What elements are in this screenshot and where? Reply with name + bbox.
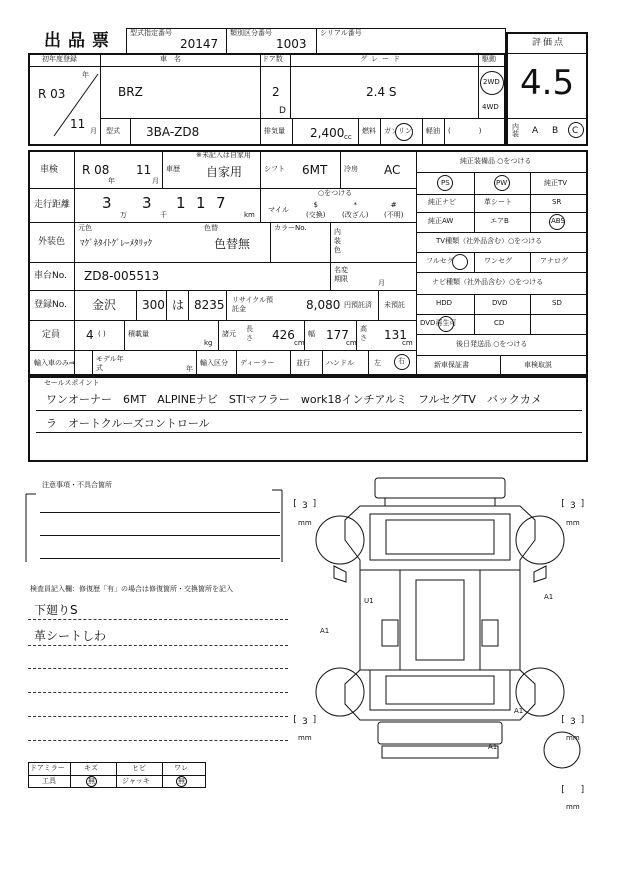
reg-number: 8235: [194, 298, 225, 312]
tire-rr-bracket: [: [560, 715, 566, 725]
mileage-digit-4: 1: [196, 194, 206, 212]
displacement: 2,400: [310, 126, 345, 140]
import-div-label: 輸入区分: [200, 359, 228, 367]
nav-dvd-play: DVD再生可: [420, 319, 457, 327]
tire-fr-value: 3: [570, 501, 576, 511]
notes-bracket: [24, 481, 286, 564]
first-reg-label: 初年度登録: [42, 55, 77, 63]
shaken-date: R 08: [82, 163, 110, 177]
reg-class: 300: [142, 298, 165, 312]
mileage-digit-1: 3: [102, 194, 112, 212]
drive-4wd: 4WD: [482, 103, 499, 111]
width: 177: [326, 328, 349, 342]
shaken-month: 11: [136, 163, 152, 177]
sales-point-label: セールスポイント: [44, 379, 100, 387]
damage-mark-left: A1: [320, 627, 330, 635]
nav-sd: SD: [552, 299, 562, 307]
grade: 2.4 S: [366, 85, 397, 99]
length: 426: [272, 328, 295, 342]
drive-2wd: 2WD: [483, 78, 500, 86]
genuine-label: 純正装備品 ○をつける: [460, 157, 532, 165]
class-label: 類別区分番号: [230, 29, 272, 37]
inspector-note-1: 下廻りS: [34, 603, 78, 617]
equip-ps: PS: [441, 179, 450, 187]
displacement-label: 排気量: [264, 127, 285, 135]
notes-label: 注意事項・不具合箇所: [42, 481, 112, 489]
class-number: 1003: [276, 37, 307, 51]
nav-hdd: HDD: [436, 299, 453, 307]
interior-grade-b: B: [552, 126, 559, 136]
tv-fullseg: フルセグ: [426, 257, 454, 265]
sales-point-line-1: ワンオーナー 6MT ALPINEナビ STIマフラー work18インチアルミ フルセグTV バックカメ: [46, 393, 542, 406]
damage-mark-rear-right: A1: [514, 707, 524, 715]
model-year-label: モデル年式: [96, 355, 124, 372]
reg-kana: は: [172, 298, 185, 312]
handle-right: 右: [398, 357, 405, 365]
damage-mark-rear-bumper: A1: [488, 743, 498, 751]
recycle-label: リサイクル預託金: [232, 296, 274, 313]
equip-aw: 純正AW: [428, 217, 454, 225]
tv-analog: アナログ: [540, 257, 568, 265]
exterior-color: ﾏｸﾞﾈﾀｲﾄｸﾞﾚｰﾒﾀﾘｯｸ: [80, 239, 153, 249]
tire-rl-value: 3: [302, 717, 308, 727]
import-label: 輸入車のみ⇒: [34, 359, 75, 367]
first-reg-month: 11: [70, 117, 86, 131]
equip-leather: 革シート: [484, 198, 512, 206]
first-reg-era: R 03: [38, 87, 66, 101]
car-name: BRZ: [118, 85, 143, 99]
mileage-digit-2: 3: [142, 194, 152, 212]
interior-grade-label: 内装: [512, 123, 519, 138]
shaken-label: 車検: [40, 165, 59, 175]
evaluation-score: 4.5: [520, 63, 575, 103]
capacity-label: 定員: [42, 330, 61, 340]
tire-rr-value: 3: [570, 717, 576, 727]
fuel-diesel: 軽油: [426, 127, 440, 135]
equip-navi: 純正ナビ: [428, 198, 456, 206]
later-label: 後日発送品 ○をつける: [456, 340, 528, 348]
handle-label: ハンドル: [326, 359, 354, 367]
mileage-digit-5: 7: [216, 194, 226, 212]
drive-label: 駆動: [482, 55, 496, 63]
damage-mark-roof: U1: [364, 597, 374, 605]
fuel-label: 燃料: [362, 127, 376, 135]
equip-abs: ABS: [551, 217, 565, 225]
fuel-gasoline: ガソリン: [384, 127, 412, 135]
score-label: 評価点: [532, 38, 566, 48]
shift: 6MT: [302, 163, 328, 177]
form-title: 出品票: [44, 31, 116, 51]
nav-cd: CD: [494, 319, 505, 327]
ac: AC: [384, 163, 401, 177]
tv-oneseg: ワンセグ: [484, 257, 512, 265]
later-manual: 車検取説: [524, 361, 552, 369]
car-name-label: 車 名: [160, 55, 181, 63]
tv-fullseg-circle: [452, 254, 468, 270]
nav-label: ナビ種類（社外品含む）○をつける: [432, 278, 544, 286]
tire-fr-bracket: [: [560, 499, 566, 509]
height: 131: [384, 328, 407, 342]
doors-label: ドア数: [262, 55, 283, 63]
mileage-digit-3: 1: [176, 194, 186, 212]
color-change: 色替無: [214, 237, 251, 251]
parallel-option: 並行: [296, 359, 310, 367]
load-label: 積載量: [128, 330, 149, 338]
later-warranty: 新車保証書: [434, 361, 469, 369]
designation-label: 型式指定番号: [130, 29, 172, 37]
tire-fl-bracket: [: [292, 499, 298, 509]
interior-grade-a: A: [532, 126, 539, 136]
recycle-amount: 8,080: [306, 298, 341, 312]
tire-fl-value: 3: [302, 501, 308, 511]
model-code: 3BA-ZD8: [146, 125, 200, 139]
nav-dvd: DVD: [492, 299, 508, 307]
tire-rl-bracket: [: [292, 715, 298, 725]
dims-label: 諸元: [222, 330, 236, 338]
damage-mark-right: A1: [544, 593, 554, 601]
spare-bracket: [: [560, 785, 566, 795]
history: 自家用: [206, 165, 243, 179]
nav-dvd-play-circle: [438, 316, 454, 332]
color-no-label: カラーNo.: [274, 224, 307, 232]
mile-label: マイル: [268, 206, 289, 214]
chassis-label: 車台No.: [34, 271, 67, 281]
jack-none: 無: [178, 777, 185, 785]
designation-number: 20147: [180, 37, 219, 51]
sales-point-line-2: ラ オートクルーズコントロール: [46, 417, 210, 430]
equip-tv: 純正TV: [544, 179, 568, 187]
doors: 2: [272, 85, 280, 99]
mileage-exchange: $ (交換): [306, 201, 326, 219]
tv-label: TV種類（社外品含む）○をつける: [436, 237, 543, 245]
mileage-tampered: * (改ざん): [342, 201, 369, 219]
interior-grade-c: C: [572, 126, 579, 136]
inspector-note-2: 革シートしわ: [34, 629, 107, 643]
name-change-label: 名変期限: [334, 266, 348, 283]
handle-left: 左: [374, 359, 381, 367]
inspector-label: 検査員記入欄：修復歴「有」の場合は修復箇所・交換箇所を記入: [30, 585, 233, 593]
serial-label: シリアル番号: [320, 29, 362, 37]
equip-airbag: エアB: [490, 217, 509, 225]
reg-place: 金沢: [92, 298, 117, 312]
color-label: 外装色: [38, 237, 66, 247]
model-label: 型式: [106, 127, 120, 135]
mileage-label: 走行距離: [34, 200, 71, 210]
chassis-number: ZD8-005513: [84, 269, 160, 283]
equip-pw: PW: [496, 179, 508, 187]
grade-col-label: グレード: [360, 55, 404, 63]
history-label: 車歴: [166, 165, 180, 173]
dealer-option: ディーラー: [240, 359, 275, 367]
tools-none: 無: [88, 777, 95, 785]
recycle-unpaid: 未預託: [384, 301, 405, 309]
reg-label: 登録No.: [34, 300, 67, 310]
interior-color-label: 内装色: [334, 228, 341, 254]
equip-sr: SR: [552, 198, 562, 206]
ac-label: 冷房: [344, 165, 358, 173]
capacity: 4: [86, 328, 94, 342]
shift-label: シフト: [264, 165, 285, 173]
mileage-unknown: # (不明): [384, 201, 404, 219]
car-damage-diagram: [290, 470, 590, 770]
